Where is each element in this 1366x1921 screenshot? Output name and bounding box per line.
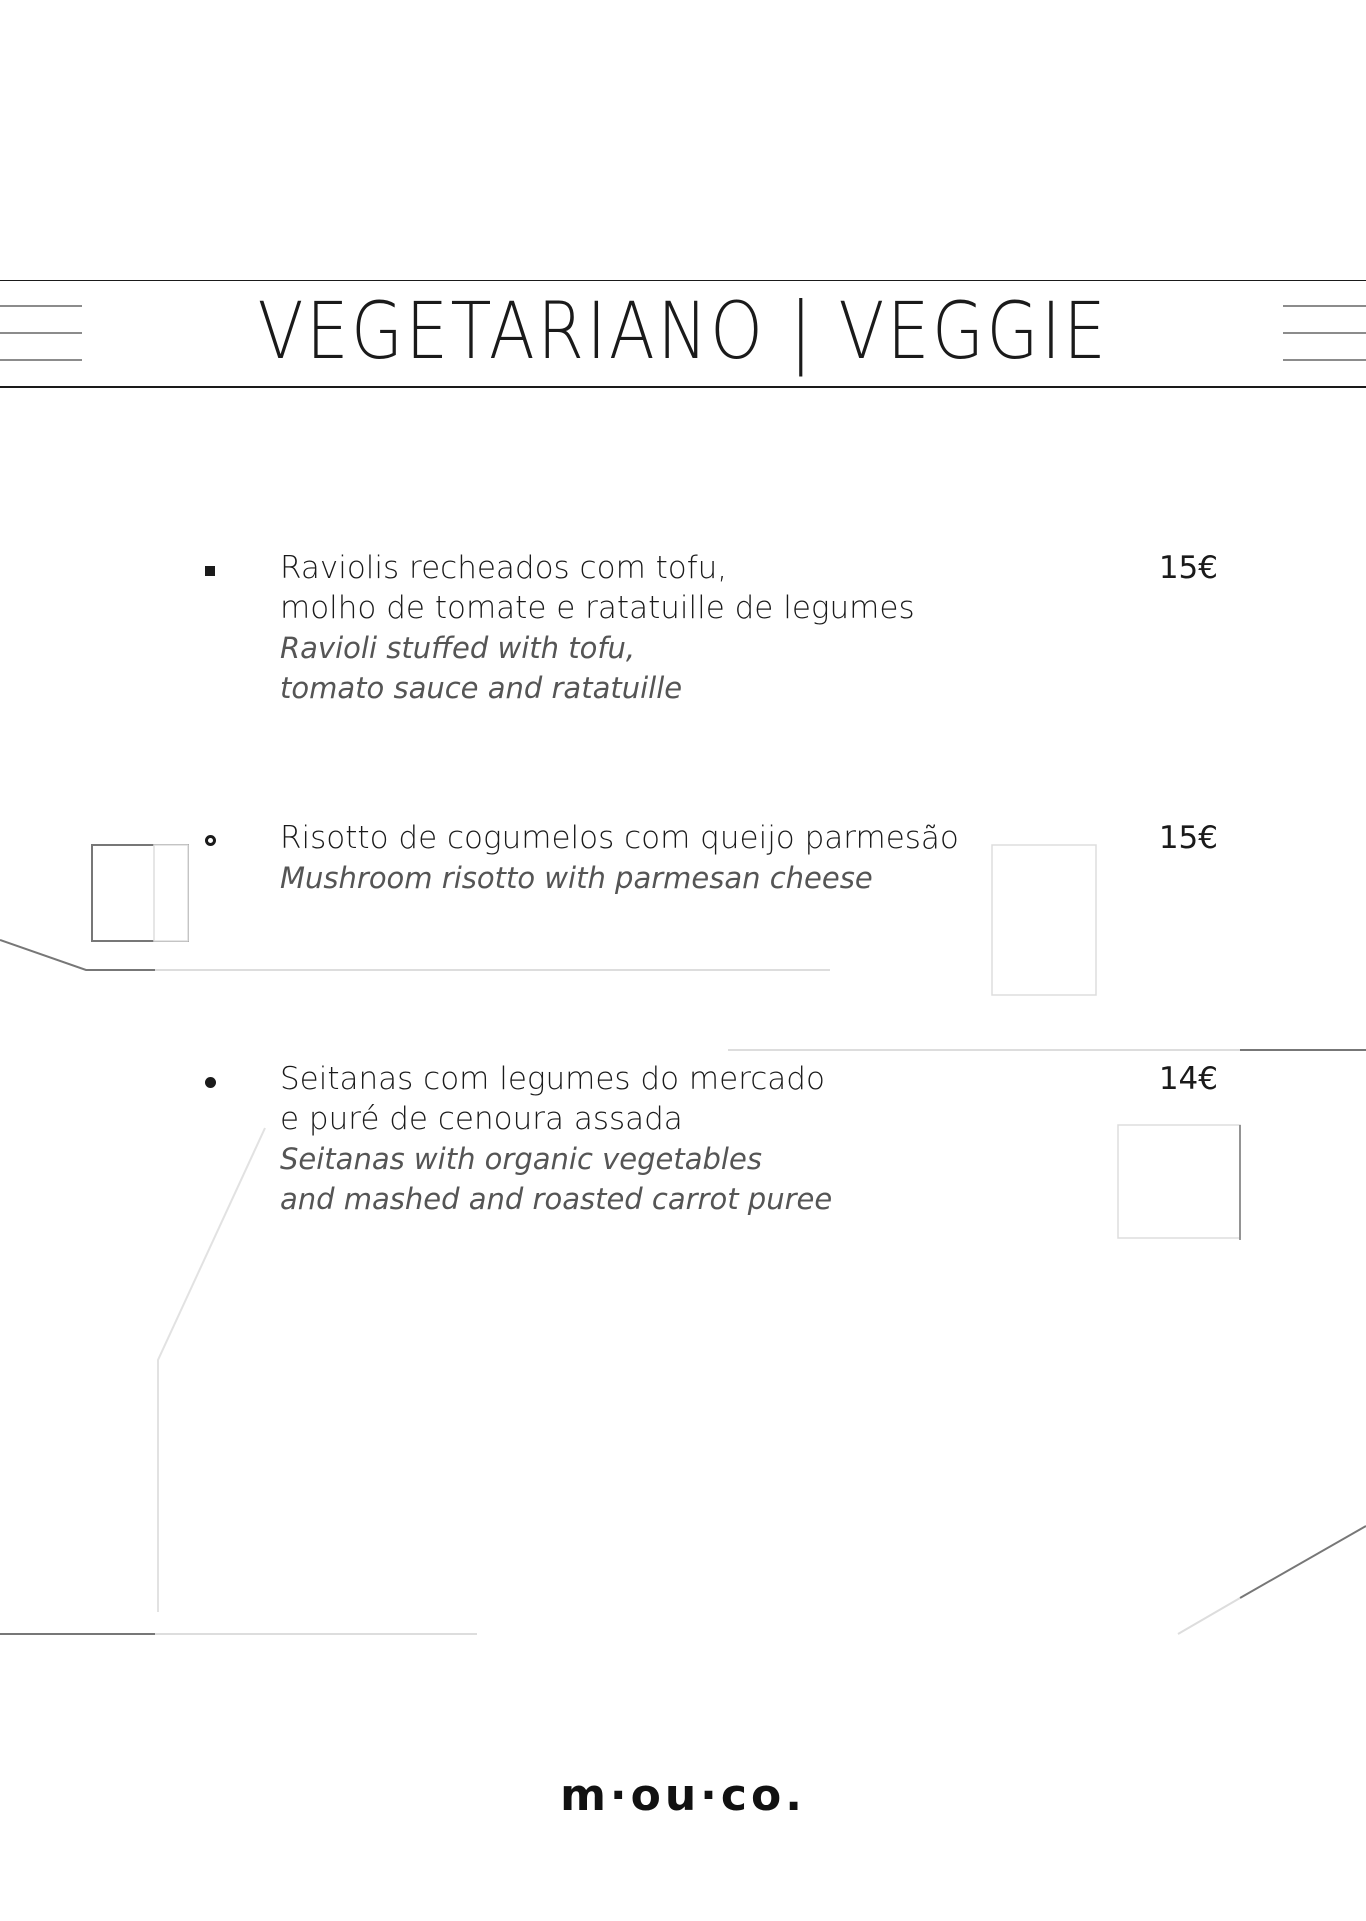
dot-bullet-icon <box>205 1077 216 1088</box>
item-price: 14€ <box>1158 1061 1218 1097</box>
square-bullet-icon <box>205 566 215 576</box>
header-top-rule <box>0 280 1366 281</box>
item-name-pt-line: molho de tomate e ratatuille de legumes <box>280 590 915 626</box>
item-name-en-line: and mashed and roasted carrot puree <box>280 1182 833 1216</box>
item-name-pt-line: Raviolis recheados com tofu, <box>280 550 728 586</box>
item-name-pt-line: Seitanas com legumes do mercado <box>280 1061 825 1097</box>
header-bottom-rule <box>0 386 1366 388</box>
brand-logo: m·ou·co. <box>560 1770 806 1821</box>
item-price: 15€ <box>1158 820 1218 856</box>
item-name-en-line: Ravioli stuffed with tofu, <box>280 631 636 665</box>
item-price: 15€ <box>1158 550 1218 586</box>
item-name-en-line: tomato sauce and ratatuille <box>280 671 683 705</box>
item-name-pt-line: e puré de cenoura assada <box>280 1101 683 1137</box>
ring-bullet-icon <box>205 835 216 846</box>
item-name-en-line: Seitanas with organic vegetables <box>280 1142 762 1176</box>
item-name-en-line: Mushroom risotto with parmesan cheese <box>280 861 873 895</box>
page-title: VEGETARIANO | VEGGIE <box>257 287 1109 377</box>
item-name-pt-line: Risotto de cogumelos com queijo parmesão <box>280 820 959 856</box>
